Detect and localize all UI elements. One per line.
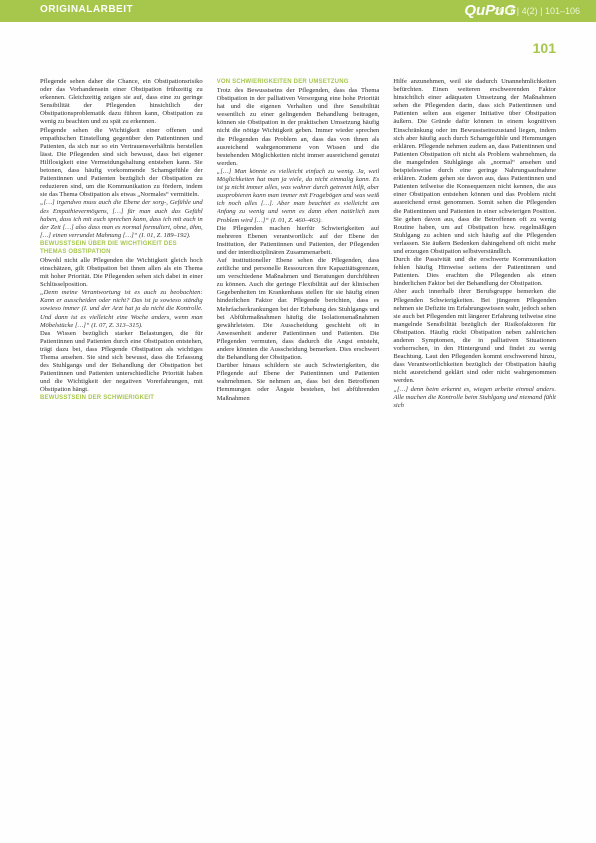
body-paragraph: Aber auch innerhalb ihrer Berufsgruppe bemerken die Pflegenden Schwierigkeiten. Bei jüngeren Pflegenden nehmen sie Defizite im Erfahrungswissen wahr, jedoch sehen sie auch bei Pflegenden mit längerer Erfahrung teilweise eine mangelnde Sensibilität bezüglich der Risikofaktoren für Obstipation. Häufig rückt Obstipation neben zahlreichen anderen Symptomen, die in palliativen Situationen vorherrschen, in den Hintergrund und findet zu wenig Beachtung. Laut den Pflegenden kommt erschwerend hinzu, dass Verantwortlichkeiten bezüglich der Obstipation häufig nicht ausreichend geklärt sind oder nicht wahrgenommen werden. <box>393 288 556 385</box>
section-subheading: BEWUSSTSEIN ÜBER DIE WICHTIGKEIT DES THEMAS OBSTIPATION <box>40 240 177 255</box>
section-subheading: BEWUSSTSEIN DER SCHWIERIGKEIT <box>40 395 155 402</box>
header-bar <box>0 0 596 22</box>
interview-quote: „Denn meine Verantwortung ist es auch zu beobachten: Kann er ausscheiden oder nicht? Das ist ja sowieso ständig sowieso immer (I. und der Arzt hat ja da nicht die Kontrolle. Und dann ist es vielleicht eine Woche anders, wenn man Möbelstücke […]“ (I. 07, Z. 313–315). <box>40 289 203 329</box>
body-paragraph: Obwohl nicht alle Pflegenden die Wichtigkeit gleich hoch einschätzen, gilt Obstipation bei ihnen allen als ein Thema mit hoher Priorität. Die Pflegenden sehen sich dabei in einer Schlüsselposition. <box>40 256 203 289</box>
body-paragraph: Das Wissen bezüglich starker Belastungen, die für Patientinnen und Patienten durch eine Obstipation entstehen, trägt dazu bei, dass Pflegende Obstipation als wichtiges Thema ansehen. Sie sind sich bewusst, dass die Erfassung des Stuhlgangs und der Behandlung der Obstipation bei Patientinnen und Patienten unterschiedliche Priorität haben und die Wichtigkeit der negativen Vorerfahrungen, mit Obstipation hängt. <box>40 329 203 394</box>
journal-issue-info: 2017 | 4(2) | 101–106 <box>494 6 580 16</box>
interview-quote: „[…] denn beim erkennt es, wiegen arbeite einmal anders. Alle machen die Kontrolle beim Stuhlgang und niemand fühlt sich <box>393 385 556 409</box>
body-paragraph: Hilfe anzunehmen, weil sie dadurch Unannehmlichkeiten befürchten. Einen weiteren erschwerenden Faktor hinsichtlich einer adäquaten Umsetzung der Maßnahmen sehen die Pflegenden darin, dass sich Patientinnen und Patienten selten aus eigener Initiative über Obstipation äußern. Die Gründe dafür können in einem kognitiven Einschränkung oder im Bewusstseinszustand liegen, indem sich aber häufig auch durch Schamgefühle und Hemmungen erklären. Pflegende nehmen zudem an, dass Patientinnen und Patienten Obstipation oft nicht als Problem wahrnehmen, da die mangelnden Stuhlgänge als „normal“ ansehen und beispielsweise durch eine geringe Nahrungsaufnahme erklären. Zudem gehen sie davon aus, dass Patientinnen und Patienten teilweise die Konsequenzen nicht kennen, die aus einer Obstipation entstehen können und das Problem nicht ausreichend ernst genommen. Somit sehen die Pflegenden die Patientinnen und Patienten in einer schwierigen Position. Sie gehen davon aus, dass die Betroffenen oft zu wenig Routine haben, um auf Obstipation bzw. regelmäßigen Stuhlgang zu achten und sich häufig auf die Pflegenden verlassen. Sie äußern Bedenken dahingehend oft nicht mehr und erzeugen Obstipation selbstverständlich. <box>393 78 556 255</box>
article-columns <box>40 78 556 823</box>
body-paragraph: Auf institutioneller Ebene sehen die Pflegenden, dass zeitliche und personelle Ressourcen ihre Kapazitätsgrenzen, um verschiedene Maßnahmen und Beratungen durchführen zu können. Auch die geringe Flexibilität auf der klinischen Gegebenheiten im Krankenhaus stellen für sie häufig einen hinderlichen Faktor dar. Pflegende berichten, dass es Mehrfacherkrankungen bei der Erhebung des Stuhlgangs und bei Abführmaßnahmen häufig die Isolationsmaßnahmen gewährleisten. Die Ausscheidung geschieht oft in Anwesenheit anderer Patientinnen und Patienten. Die Pflegenden vermuten, dass dadurch die Angst entsteht, andere könnten die Ausscheidung bemerken. Dies erschwert die Behandlung der Obstipation. <box>216 256 380 362</box>
section-subheading: VON SCHWIERIGKEITEN DER UMSETZUNG <box>216 79 349 85</box>
section-label: ORIGINALARBEIT <box>40 4 134 15</box>
body-paragraph: Pflegende sehen daher die Chance, ein Obstipationsrisiko oder das Vorhandensein einer Obstipation frühzeitig zu erkennen. Gleichzeitig zeigen sie auf, dass eine zu geringe Sensibilität der Pflegenden hinsichtlich der Obstipationsproblematik dazu führen kann, Obstipation zu wenig zu beachten und zu spät zu erkennen. <box>40 78 203 126</box>
body-paragraph: Pflegende sehen die Wichtigkeit einer offenen und empathischen Einstellung gegenüber den Patientinnen und Patienten, da sich nur so ein Vertrauensverhältnis herstellen lässt. Die Pflegenden sind sich bewusst, dass bei eigener Hilflosigkeit eine Vermeidungshaltung entstehen kann. Sie betonen, dass häufig vorkommende Schamgefühle der Patientinnen und Patienten bezüglich der Obstipation zu reduzieren sind, um die Kommunikation zu fördern, indem sie das Thema Obstipation als etwas „Normales“ vermitteln. <box>40 126 203 199</box>
journal-logo: QuPuG <box>464 2 516 19</box>
body-paragraph: Durch die Passivität und die erschwerte Kommunikation fehlen häufig Hinweise seitens der Patientinnen und Patienten. Dies erachten die Pflegenden als einen hinderlichen Faktor bei der Behandlung der Obstipation. <box>393 256 556 288</box>
text-column-3 <box>393 78 556 823</box>
body-paragraph: Darüber hinaus schildern sie auch Schwierigkeiten, die Pflegende auf Ebene der Patientinnen und Patienten wahrnehmen. Sie nehmen an, dass bei den Betroffenen Hemmungen oder Ängste bestehen, bei abführenden Maßnahmen <box>216 362 380 402</box>
body-paragraph: Die Pflegenden machen hierfür Schwierigkeiten auf mehreren Ebenen verantwortlich: auf der Ebene der Institution, der Patientinnen und Patienten, der Pflegenden und der interdisziplinären Zusammenarbeit. <box>216 224 380 256</box>
body-paragraph: Trotz des Bewusstseins der Pflegenden, dass das Thema Obstipation in der palliativen Versorgung eine hohe Priorität hat und die eigenen Verhalten und ihre Sensibilität wesentlich zu einer gelingenden Behandlung beitragen, können sie Obstipation in der praktischen Umsetzung häufig nicht die nötige Wichtigkeit geben. Immer wieder sprechen die Pflegenden das Problem an, dass das von ihnen als ausreichend wahrgenommene von Wissen und die bestehenden Möglichkeiten nicht immer ausreichend genutzt werden. <box>216 87 380 167</box>
page-number: 101 <box>532 40 556 56</box>
interview-quote: „[…] Man könnte es vielleicht einfach zu wenig. Ja, weil Möglichkeiten hat man ja viele, da nicht einmalig kann. Es ist ja nicht immer alles, was wahrer durch getrennt hilft, aber ausprobieren kann man immer mit Fragebögen und was weiß ich noch alles […]. Aber man beachtet es vielleicht am Anfang zu wenig und wenn es dann eben natürlich zum Problem wird […]“ (I. 01, Z. 460–463). <box>216 167 380 224</box>
interview-quote: „[…] irgendwo muss auch die Ebene der sorg-, Gefühle und des Empathievermögens, […] für man auch das Gefühl haben, dass ich mit euch sprechen kann, dass ich mit euch in der Zeit […] also dass man es normal formuliert, ohne, ähm, […] einen verrundet Mahnung […]“ (I. 01, Z. 189–192). <box>40 199 203 239</box>
text-column-1 <box>40 78 203 823</box>
text-column-2 <box>217 78 380 823</box>
